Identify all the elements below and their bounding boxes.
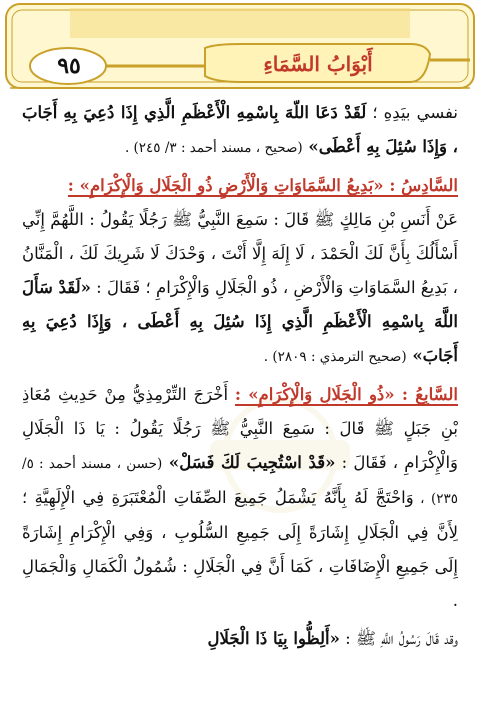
chapter-title: أَبْوَابُ السَّمَاءِ	[263, 52, 373, 76]
section-7-hadith: «قَدْ اسْتُجِيبَ لَكَ فَسَلْ»	[162, 453, 336, 472]
section-6-text-b: اللَّهُمَّ إِنِّي أَسْأَلُكَ بِأَنَّ لَكَ الْحَمْدَ ، لَا إِلَهَ إِلَّا أَنْتَ ، وَحْدَكَ لَا شَرِيكَ لَكَ ، الْمَنَّانُ ، بَدِيعُ السَّمَاوَاتِ وَالْأَرْضِ ، ذُو الْجَلَالِ وَالْإِكْرَامِ ؛ فَقَالَ :	[22, 210, 458, 297]
section-6-hadith: «لَقَدْ سَأَلَ اللَّهَ بِاسْمِهِ الْأَعْظَمِ الَّذِي إِذَا سُئِلَ بِهِ أَعْطَى ، وَإِذَا دُعِيَ بِهِ أَجَابَ»	[22, 278, 458, 365]
section-7-reference: (حسن ، مسند أحمد : ٥/ ٢٣٥) ،	[22, 456, 458, 507]
section-6-text-a: عَنْ أَنَسِ بْنِ مَالِكٍ ﷺ قَالَ : سَمِعَ النَّبِيُّ ﷺ رَجُلًا يَقُولُ :	[89, 210, 459, 229]
page-header	[0, 0, 480, 90]
closing-paragraph	[22, 622, 458, 656]
section-6-heading: السَّادِسُ : «بَدِيعُ السَّمَاوَاتِ وَالْأَرْضِ ذُو الْجَلَالِ وَالْإِكْرَامِ» :	[67, 176, 458, 195]
page-number: ٩٥	[57, 53, 81, 79]
section-6-reference: (صحيح الترمذي : ٢٨٠٩) .	[263, 349, 407, 365]
section-7-text-a: أَخْرَجَ التِّرْمِذِيُّ مِنْ حَدِيثِ مُعَاذِ بْنِ جَبَلٍ ﷺ قَالَ : سَمِعَ النَّبِيُّ ﷺ رَجُلًا يَقُولُ : يَا ذَا الْجَلَالِ وَالْإِكْرَامِ ، فَقَالَ :	[22, 385, 458, 472]
page-body	[22, 96, 458, 656]
section-7-heading: السَّابِعُ : «ذُو الْجَلَالِ وَالْإِكْرَامِ» :	[234, 385, 458, 404]
closing-hadith: «أَلِظُّوا بِيَا ذَا الْجَلَالِ	[207, 629, 340, 648]
closing-plain-text: وقد قَالَ رَسُولُ اللَّهِ ﷺ :	[339, 629, 458, 648]
p1-reference: (صحيح ، مسند أحمد : ٣/ ٢٤٥) .	[124, 140, 303, 156]
p1-hadith-text: لَقَدْ دَعَا اللّهَ بِاسْمِهِ الْأَعْظَمِ الَّذِي إِذَا دُعِيَ بِهِ	[63, 103, 367, 122]
section-7-text-b: وَاحْتَجَّ لَهُ بِأَنَّهُ يَشْمَلُ جَمِيعَ الصِّفَاتِ الْمُعْتَبَرَةِ فِي الْإِلَهِيَّةِ ؛ لِأَنَّ فِي الْجَلَالِ إِشَارَةً إِلَى جَمِيعِ السُّلُوبِ ، وَفِي الْإِكْرَامِ إِشَارَةً إِلَى جَمِيعِ الْإِضَافَاتِ ، كَمَا أَنَّ فِي الْجَلَالِ : شُمُولُ الْكَمَالِ وَالْجَمَالِ .	[22, 488, 458, 610]
paragraph-1	[22, 96, 458, 165]
p1-hadith-text-2: أَجَابَ ، وَإِذَا سُئِلَ بِهِ أَعْطَى»	[22, 103, 458, 156]
p1-plain-text: نفسي بيَدِهِ ؛	[366, 103, 458, 122]
section-7	[22, 378, 458, 618]
section-6	[22, 169, 458, 374]
